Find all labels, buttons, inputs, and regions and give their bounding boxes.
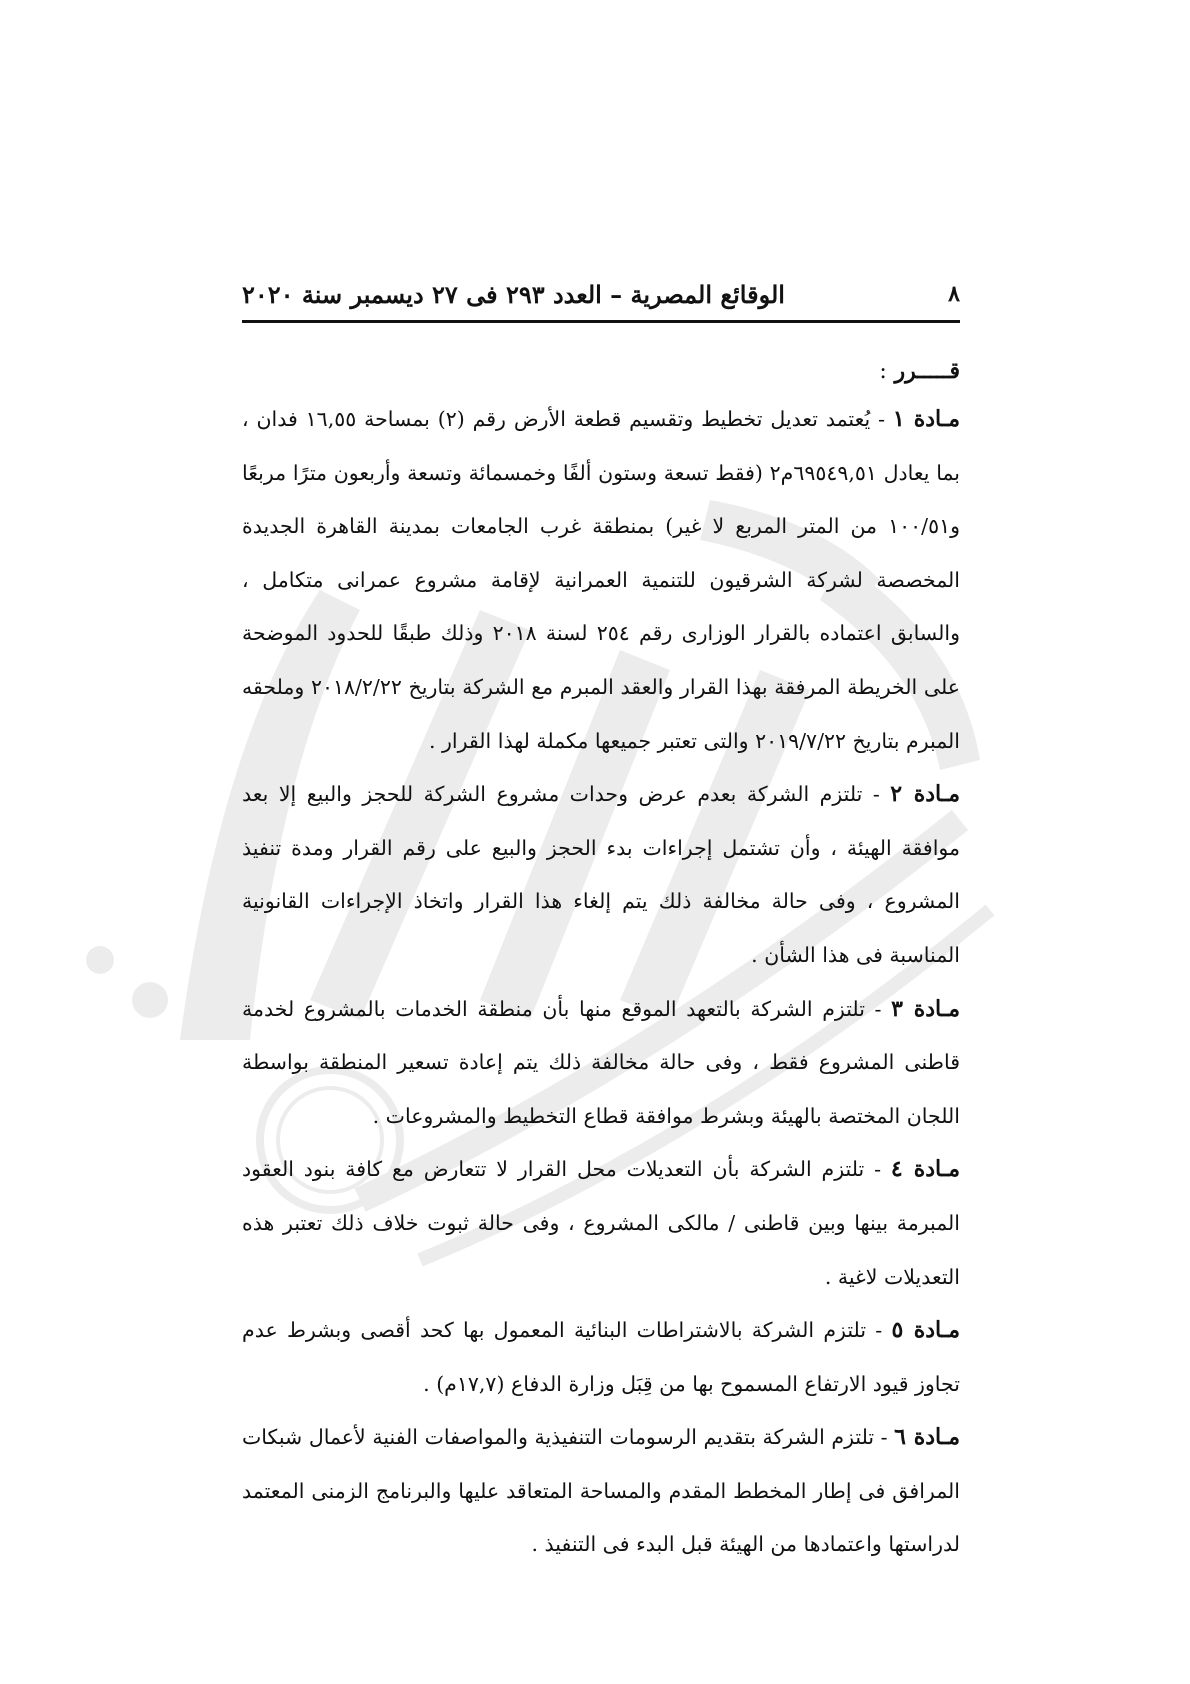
article-1-label: مـادة ١ — [892, 406, 960, 432]
article-4-label: مـادة ٤ — [890, 1156, 960, 1183]
gazette-title: الوقائع المصرية – العدد ٢٩٣ فى ٢٧ ديسمبر سنة ٢٠٢٠ — [242, 279, 785, 309]
article-3-label: مـادة ٣ — [891, 995, 960, 1022]
decree-heading-word: قـــــرر — [894, 358, 960, 384]
page-header — [242, 274, 960, 314]
article-1 — [242, 393, 960, 768]
article-6-text: - تلتزم الشركة بتقديم الرسومات التنفيذية والمواصفات الفنية لأعمال شبكات المرافق فى إطار المخطط المقدم والمساحة المتعاقد عليها والبرنامج الزمنى المعتمد لدراستها واعتمادها من الهيئة قبل البدء فى التنفيذ . — [242, 1425, 960, 1557]
article-5 — [242, 1304, 960, 1411]
article-4 — [242, 1143, 960, 1304]
header-divider — [242, 320, 960, 323]
decree-heading — [242, 352, 960, 391]
decree-body — [242, 352, 960, 1572]
article-6-label: مـادة ٦ — [894, 1424, 960, 1451]
article-4-text: - تلتزم الشركة بأن التعديلات محل القرار لا تتعارض مع كافة بنود العقود المبرمة بينها وبين قاطنى / مالكى المشروع ، وفى حالة ثبوت خلاف ذلك تعتبر هذه التعديلات لاغية . — [242, 1157, 960, 1289]
article-2-text: - تلتزم الشركة بعدم عرض وحدات مشروع الشركة للحجز والبيع إلا بعد موافقة الهيئة ، وأن تشتمل إجراءات بدء الحجز والبيع على رقم القرار ومدة تنفيذ المشروع ، وفى حالة مخالفة ذلك يتم إلغاء هذا القرار واتخاذ الإجراءات القانونية المناسبة فى هذا الشأن . — [242, 782, 960, 967]
article-6 — [242, 1411, 960, 1572]
page-number: ٨ — [948, 281, 960, 307]
article-1-text: - يُعتمد تعديل تخطيط وتقسيم قطعة الأرض رقم (٢) بمساحة ١٦,٥٥ فدان ، بما يعادل ٦٩٥٤٩,٥١م٢ (فقط تسعة وستون ألفًا وخمسمائة وتسعة وأربعون مترًا مربعًا و١٠٠/٥١ من المتر المربع لا غير) بمنطقة غرب الجامعات بمدينة القاهرة الجديدة المخصصة لشركة الشرقيون للتنمية العمرانية لإقامة مشروع عمرانى متكامل ، والسابق اعتماده بالقرار الوزارى رقم ٢٥٤ لسنة ٢٠١٨ وذلك طبقًا للحدود الموضحة على الخريطة المرفقة بهذا القرار والعقد المبرم مع الشركة بتاريخ ٢٠١٨/٢/٢٢ وملحقه المبرم بتاريخ ٢٠١٩/٧/٢٢ والتى تعتبر جميعها مكملة لهذا القرار . — [242, 407, 961, 753]
article-5-text: - تلتزم الشركة بالاشتراطات البنائية المعمول بها كحد أقصى وبشرط عدم تجاوز قيود الارتفاع المسموح بها من قِبَل وزارة الدفاع (١٧,٧م) . — [242, 1318, 960, 1396]
decree-heading-colon: : — [879, 359, 887, 384]
article-3-text: - تلتزم الشركة بالتعهد الموقع منها بأن منطقة الخدمات بالمشروع لخدمة قاطنى المشروع فقط ، وفى حالة مخالفة ذلك يتم إعادة تسعير المنطقة بواسطة اللجان المختصة بالهيئة وبشرط موافقة قطاع التخطيط والمشروعات . — [242, 996, 960, 1128]
article-2-label: مـادة ٢ — [890, 781, 960, 808]
article-3 — [242, 983, 960, 1144]
article-2 — [242, 768, 960, 982]
article-5-label: مـادة ٥ — [891, 1317, 960, 1344]
